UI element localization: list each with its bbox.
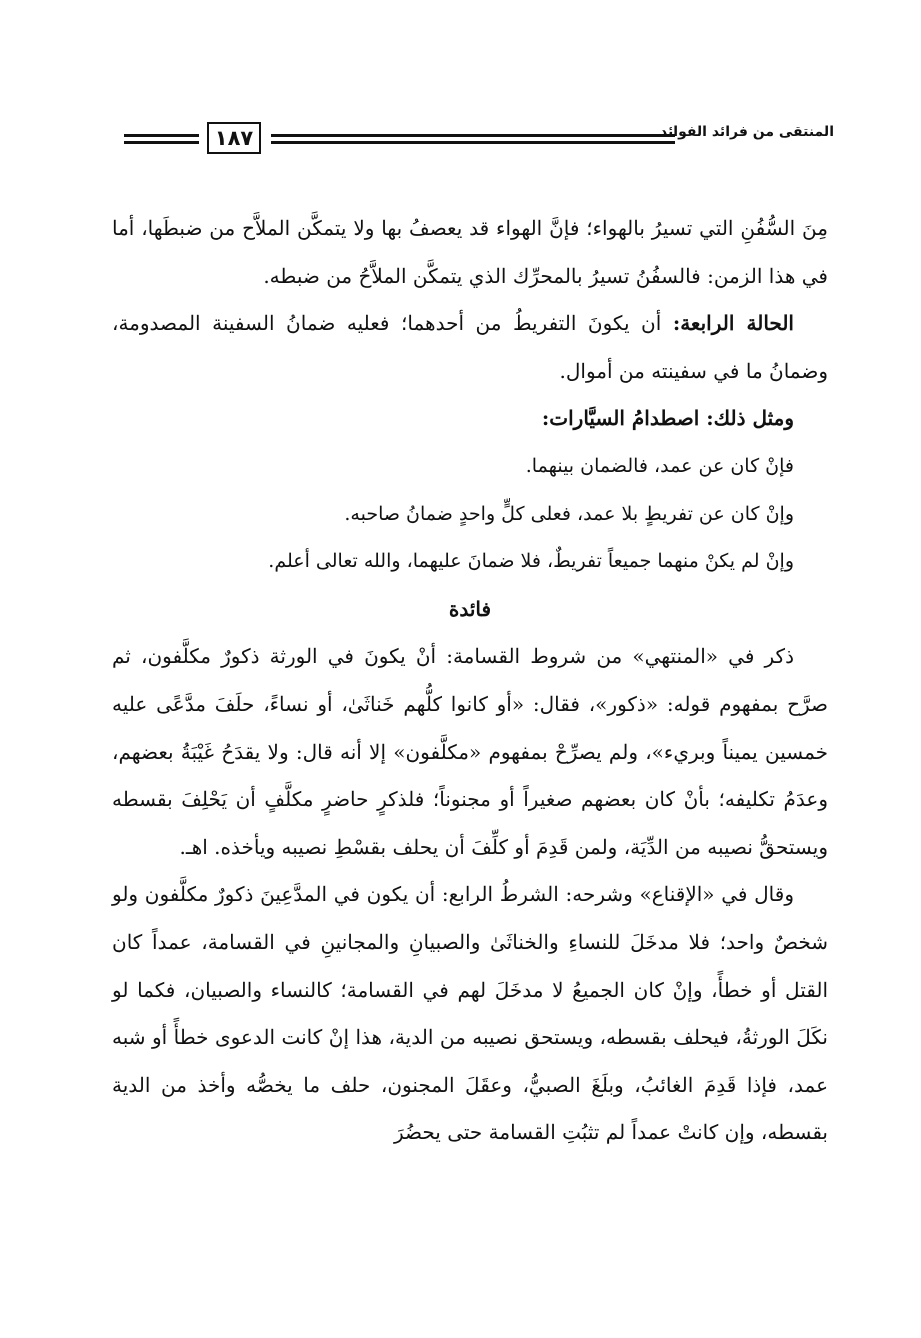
paragraph-muntaha: ذكر في «المنتهي» من شروط القسامة: أنْ يكونَ في الورثة ذكورٌ مكلَّفون، ثم صرَّح بمفهوم قوله: «ذكور»، فقال: «أو كانوا كلُّهم خَناثَىٰ، أو نساءً، حلَفَ مدَّعًى عليه خمسين يميناً وبريء»، ولم يصرِّحْ بمفهوم «مكلَّفون» إلا أنه قال: ولا يقدَحُ غَيْبَةُ بعضهم، وعدَمُ تكليفه؛ بأنْ كان بعضهم صغيراً أو مجنوناً؛ فلذكرٍ حاضرٍ مكلَّفٍ أن يَحْلِفَ بقسطه ويستحقُّ نصيبه من الدِّيَة، ولمن قَدِمَ أو كلِّفَ أن يحلف بقسْطِ نصيبه ويأخذه. اهـ.: [112, 644, 828, 859]
paragraph-car-collision: ومثل ذلك: اصطدامُ السيَّارات:: [541, 406, 794, 431]
page-header: [124, 118, 834, 162]
section-heading: فائدة: [448, 596, 492, 621]
header-rule-left-top: [124, 134, 199, 137]
paragraph-iqna: وقال في «الإقناع» وشرحه: الشرطُ الرابع: أن يكون في المدَّعِينَ ذكورٌ مكلَّفون ولو شخصٌ واحد؛ فلا مدخَلَ للنساءِ والخناثَىٰ والصبيانِ والمجانينِ في القسامة، عمداً كان القتل أو خطأً، وإنْ كان الجميعُ لا مدخَلَ لهم في القسامة؛ كالنساء والصبيان، فكما لو نكَلَ الورثةُ، فيحلف بقسطه، ويستحق نصيبه من الدية، هذا إنْ كانت الدعوى خطأً أو شبه عمد، فإذا قَدِمَ الغائبُ، وبلَغَ الصبيُّ، وعقَلَ المجنون، حلف ما يخصُّه وأخذ من الدية بقسطه، وإن كانتْ عمداً لم تثبُتِ القسامة حتى يحضُرَ: [112, 882, 828, 1145]
paragraph-intentional: فإنْ كان عن عمد، فالضمان بينهما.: [525, 454, 794, 477]
paragraph-no-negligence: وإنْ لم يكنْ منهما جميعاً تفريطٌ، فلا ضمانَ عليهما، والله تعالى أعلم.: [268, 550, 794, 573]
paragraph-negligence: وإنْ كان عن تفريطٍ بلا عمد، فعلى كلٍّ واحدٍ ضمانُ صاحبه.: [344, 502, 794, 525]
paragraph-ships-wind: مِنَ السُّفُنِ التي تسيرُ بالهواء؛ فإنَّ الهواء قد يعصفُ بها ولا يتمكَّن الملاَّح من ضبطَها، أما في هذا الزمن: فالسفُنُ تسيرُ بالمحرِّك الذي يتمكَّن الملاَّحُ من ضبطه.: [112, 216, 828, 288]
page-number: ١٨٧: [207, 122, 261, 154]
page-body: [112, 205, 828, 1157]
paragraph-fourth-case: [112, 300, 828, 395]
fourth-case-text: أن يكونَ التفريطُ من أحدهما؛ فعليه ضمانُ السفينة المصدومة، وضمانُ ما في سفينته من أموال.: [112, 311, 828, 383]
header-rule-left-bottom: [124, 141, 199, 144]
header-rule-right-bottom: [271, 141, 675, 144]
header-rule-right-top: [271, 134, 675, 137]
fourth-case-label: الحالة الرابعة:: [672, 311, 794, 336]
running-title: المنتقى من فرائد الفوائد: [659, 124, 834, 140]
